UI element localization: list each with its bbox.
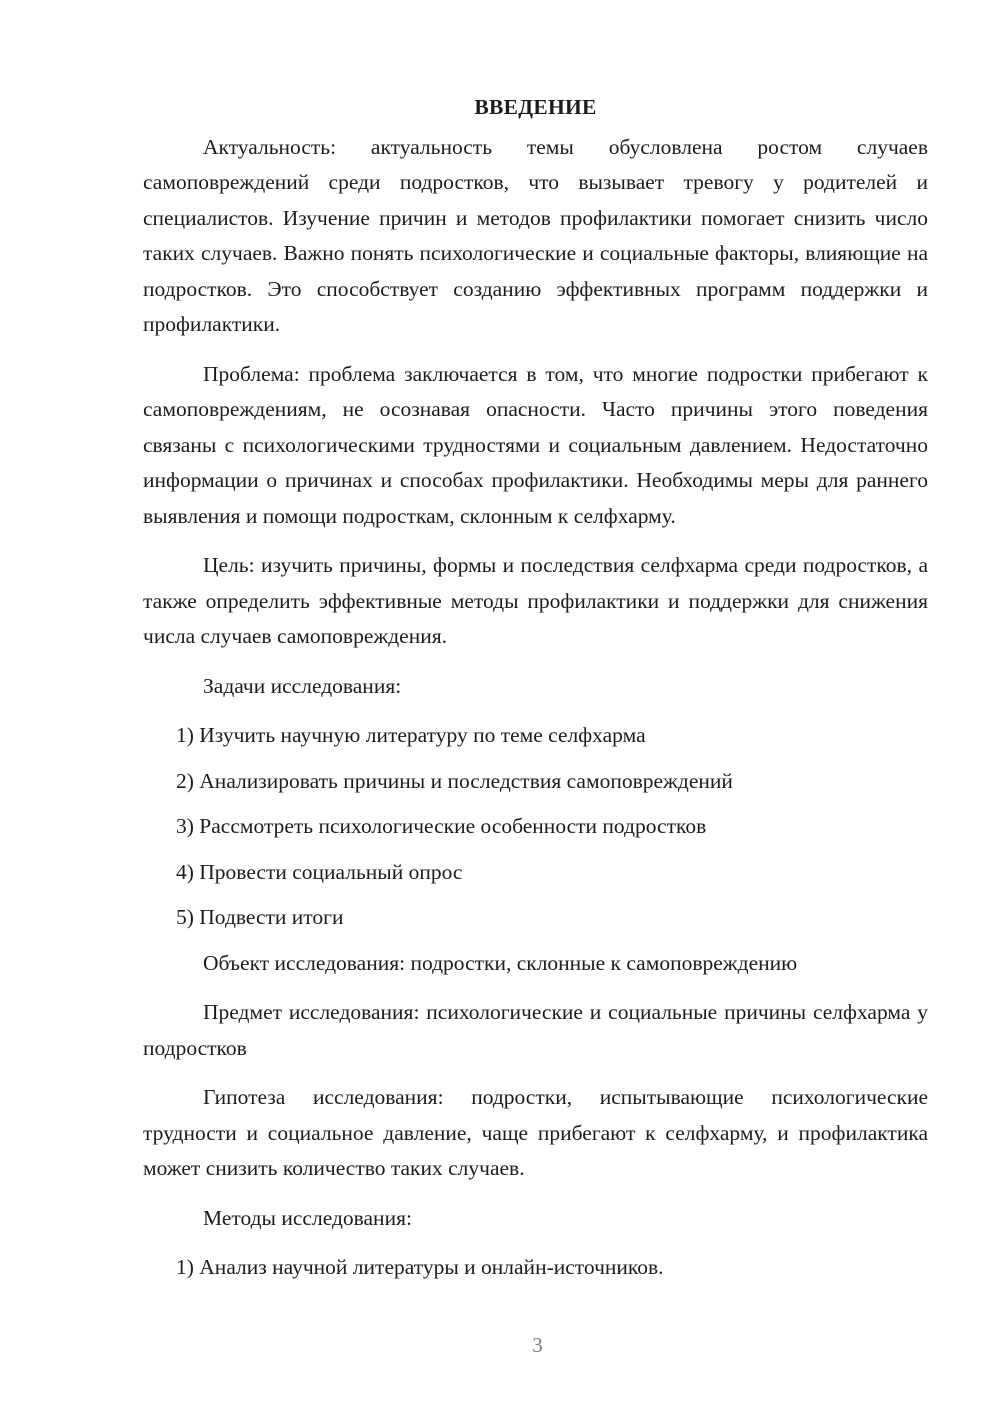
object-paragraph: Объект исследования: подростки, склонные к самоповреждению (203, 950, 798, 975)
tasks-heading: Задачи исследования: (203, 673, 402, 698)
page-number: 3 (532, 1333, 543, 1357)
hypothesis-paragraph: Гипотеза исследования: подростки, испытывающие психологические трудности и социальное давление, чаще прибегают к селфхарму, и профилактика может снизить количество таких случаев. (143, 1085, 928, 1180)
subject-paragraph: Предмет исследования: психологические и социальные причины селфхарма у подростков (143, 1000, 928, 1060)
task-item-5: 5) Подвести итоги (176, 905, 344, 929)
methods-heading: Методы исследования: (203, 1205, 412, 1230)
goal-paragraph: Цель: изучить причины, формы и последствия селфхарма среди подростков, а также определить эффективные методы профилактики и поддержки для снижения числа случаев самоповреждения. (143, 553, 928, 648)
section-title: ВВЕДЕНИЕ (474, 95, 597, 119)
relevance-paragraph: Актуальность: актуальность темы обусловлена ростом случаев самоповреждений среди подростков, что вызывает тревогу у родителей и специалистов. Изучение причин и методов профилактики помогает снизить число таких случаев. Важно понять психологические и социальные факторы, влияющие на подростков. Это способствует созданию эффективных программ поддержки и профилактики. (143, 134, 928, 336)
method-item-1: 1) Анализ научной литературы и онлайн-источников. (176, 1255, 664, 1279)
task-item-1: 1) Изучить научную литературу по теме селфхарма (176, 723, 646, 747)
task-item-2: 2) Анализировать причины и последствия самоповреждений (176, 768, 733, 793)
problem-paragraph: Проблема: проблема заключается в том, что многие подростки прибегают к самоповреждениям, не осознавая опасности. Часто причины этого поведения связаны с психологическими трудностями и социальным давлением. Недостаточно информации о причинах и способах профилактики. Необходимы меры для раннего выявления и помощи подросткам, склонным к селфхарму. (143, 361, 928, 528)
task-item-4: 4) Провести социальный опрос (176, 859, 463, 884)
task-item-3: 3) Рассмотреть психологические особенности подростков (176, 814, 707, 838)
document-page (143, 90, 928, 1296)
